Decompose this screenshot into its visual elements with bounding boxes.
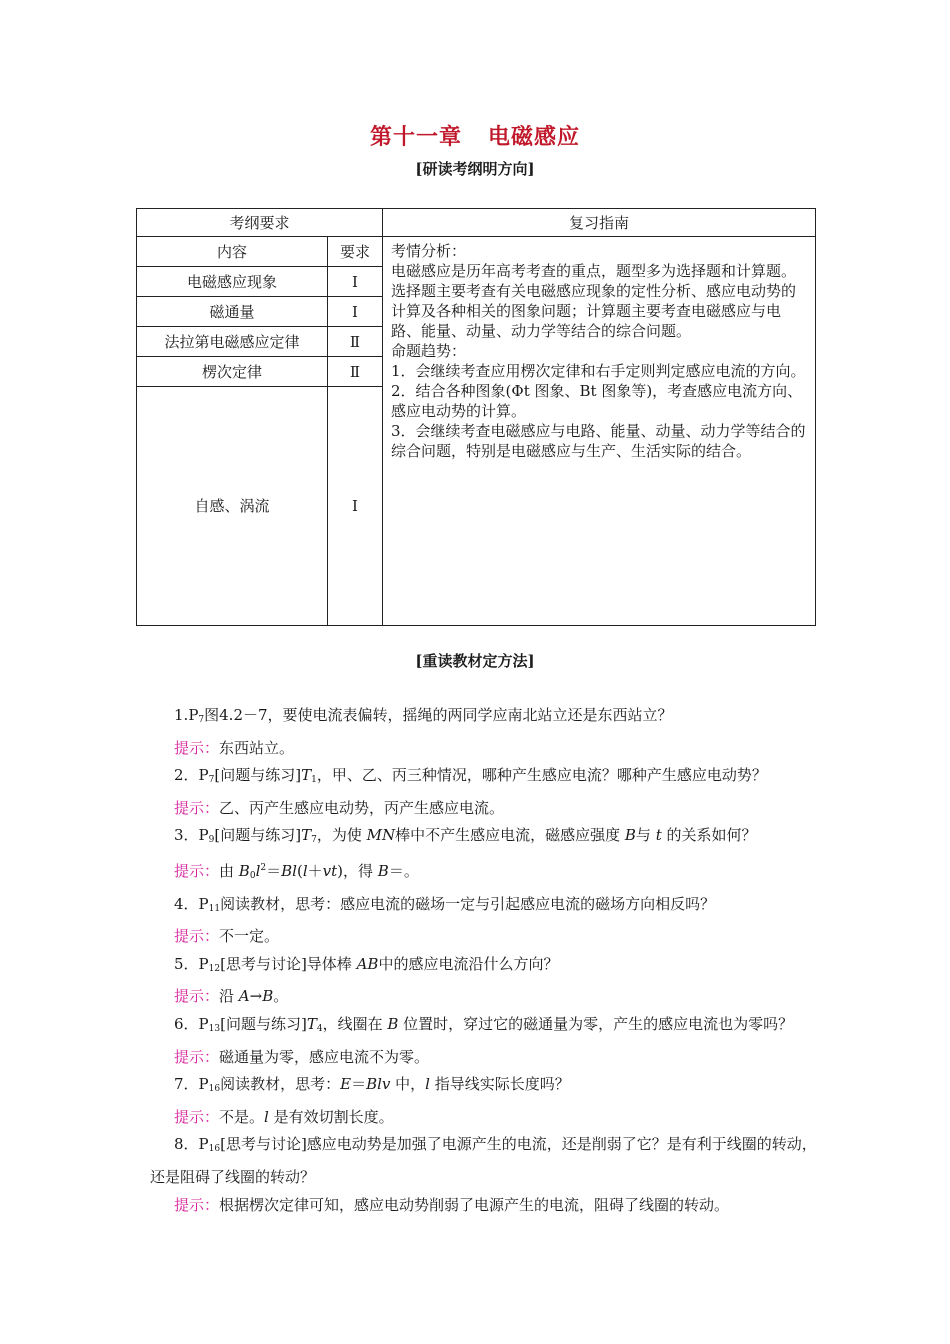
question-4: 4．$P_{11}$阅读教材，思考：感应电流的磁场一定与引起感应电流的磁场方向相反吗？ [174,894,716,914]
row-content: 法拉第电磁感应定律 [137,327,328,357]
question-7: 7．$P_{16}$阅读教材，思考：E＝Blv 中，l 指导线实际长度吗？ [174,1075,570,1095]
arrow-icon: → [249,987,263,1006]
review-guide-cell [383,237,816,626]
hint-label: 提示： [174,1107,220,1126]
trend-item-3: 3．会继续考查电磁感应与电路、能量、动量、动力学等结合的综合问题，特别是电磁感应与生产、生活实际的结合。 [391,422,806,460]
question-list [150,702,820,1219]
answer-5: 提示：沿 A→B。 [174,987,289,1006]
row-level: Ⅰ [328,297,383,327]
chapter-topic: 电磁感应 [488,124,581,150]
syllabus-table [136,208,816,626]
hint-label: 提示： [174,1047,220,1066]
row-level: Ⅰ [328,387,383,626]
analysis-text: 电磁感应是历年高考考查的重点，题型多为选择题和计算题。选择题主要考查有关电磁感应现象的定性分析、感应电动势的计算及各种相关的图象问题；计算题主要考查电磁感应与电路、能量、动量、动力学等结合的综合问题。 [391,262,797,340]
column-content-header: 内容 [137,237,328,267]
hint-label: 提示： [174,927,220,946]
row-content: 电磁感应现象 [137,267,328,297]
question-3: 3．$P_9$[问题与练习]$T_7$，为使 MN棒中不产生感应电流，磁感应强度 B与 t 的关系如何？ [174,826,757,846]
trend-item-1: 1．会继续考查应用楞次定律和右手定则判定感应电流的方向。 [391,362,806,380]
hint-label: 提示： [174,798,220,817]
header-syllabus-requirements: 考纲要求 [137,209,383,237]
question-5: 5．$P_{12}$[思考与讨论]导体棒 AB中的感应电流沿什么方向？ [174,954,559,974]
row-content: 楞次定律 [137,357,328,387]
trend-label: 命题趋势： [391,342,467,360]
section-heading-textbook: [重读教材定方法] [415,652,535,670]
hint-label: 提示： [174,1195,220,1214]
hint-label: 提示： [174,861,220,880]
question-8: 8．$P_{16}$[思考与讨论]感应电动势是加强了电源产生的电流，还是削弱了它？是有利于线圈的转动，还是阻碍了线圈的转动？ [150,1135,817,1186]
answer-2: 提示：乙、丙产生感应电动势，丙产生感应电流。 [174,798,505,817]
answer-7: 提示：不是。l 是有效切割长度。 [174,1107,394,1126]
answer-1: 提示：东西站立。 [174,738,295,757]
question-2: 2．$P_7$[问题与练习]$T_1$，甲、乙、丙三种情况，哪种产生感应电流？哪种产生感应电动势？ [174,766,767,786]
row-content: 磁通量 [137,297,328,327]
hint-label: 提示： [174,987,220,1006]
answer-8: 提示：根据楞次定律可知，感应电动势削弱了电源产生的电流，阻碍了线圈的转动。 [174,1195,730,1214]
row-level: Ⅱ [328,357,383,387]
row-level: Ⅰ [328,267,383,297]
chapter-title [0,120,950,151]
analysis-label: 考情分析： [391,242,467,260]
column-requirement-header: 要求 [328,237,383,267]
chapter-number: 第十一章 [369,124,462,150]
answer-6: 提示：磁通量为零，感应电流不为零。 [174,1047,430,1066]
question-1: $1.P_7$图4.2－7，要使电流表偏转，摇绳的两同学应南北站立还是东西站立？ [174,706,673,725]
question-6: 6．$P_{13}$[问题与练习]$T_4$，线圈在 B 位置时，穿过它的磁通量为零，产生的感应电流也为零吗？ [174,1014,794,1034]
row-level: Ⅱ [328,327,383,357]
section-heading-outline: [研读考纲明方向] [415,160,535,178]
answer-4: 提示：不一定。 [174,927,280,946]
header-review-guide: 复习指南 [383,209,816,237]
hint-label: 提示： [174,738,220,757]
answer-3: 提示：由 $B_0l^2=Bl(l+vt)$，得 B＝。 [174,861,419,881]
row-content: 自感、涡流 [137,387,328,626]
trend-item-2: 2．结合各种图象(Φt 图象、Bt 图象等)，考查感应电流方向、感应电动势的计算。 [391,382,803,420]
